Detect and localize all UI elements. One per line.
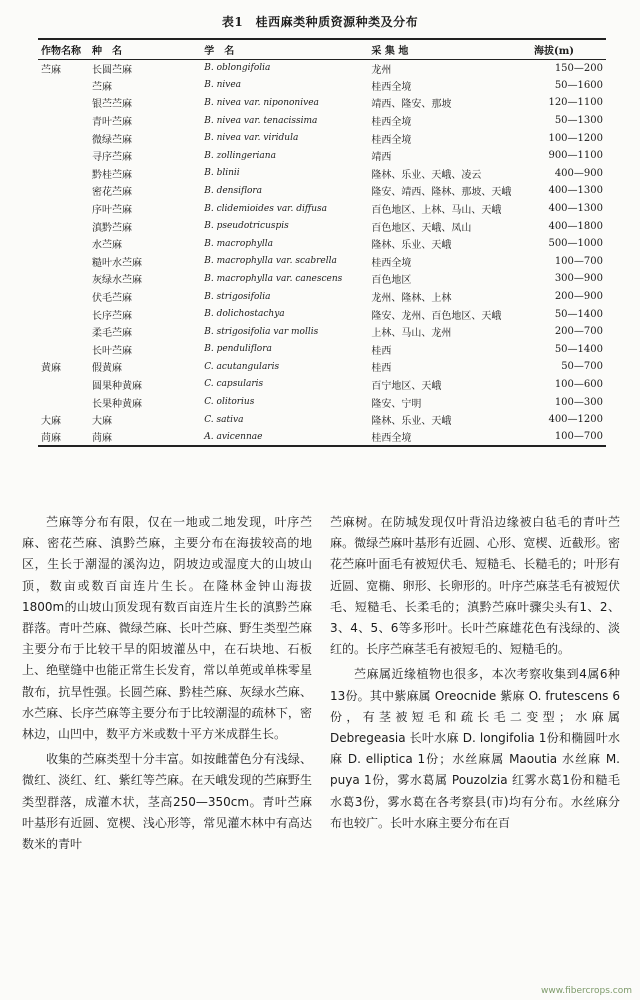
location-cell: 百色地区 (371, 275, 412, 287)
crop-cell (38, 165, 89, 183)
scientific-name-cell: B. macrophylla (204, 238, 273, 249)
table-row (38, 94, 606, 112)
crop-cell (38, 217, 89, 235)
crop-cell (38, 305, 89, 323)
species-cell: 长叶苎麻 (91, 345, 132, 357)
species-cell: 灰绿水苎麻 (91, 275, 142, 287)
altitude-cell: 50—1400 (554, 308, 603, 320)
location-cell: 隆安、龙州、百色地区、天峨 (371, 310, 502, 322)
altitude-cell: 120—1100 (548, 97, 603, 109)
scientific-name-cell: B. zollingeriana (204, 150, 276, 161)
species-cell: 假黄麻 (91, 363, 122, 375)
header-species: 种 名 (89, 39, 201, 59)
paragraph: 苎麻树。在防城发现仅叶背沿边缘被白毡毛的青叶苎麻。微绿苎麻叶基形有近圆、心形、宽楔、近截形。密花苎麻叶面毛有被短伏毛、短糙毛、长糙毛的；叶形有近圆、宽椭、卵形、长卵形的。叶序苎麻茎毛有被短伏毛、短糙毛、长柔毛的；滇黔苎麻叶骤尖头有1、2、3、4、5、6等多形叶。长叶苎麻雄花色有浅绿的、淡红的。长序苎麻茎毛有被短毛的、短糙毛的。 (330, 515, 620, 657)
location-cell: 百色地区、上林、马山、天峨 (371, 205, 502, 217)
location-cell: 百宁地区、天峨 (371, 380, 442, 392)
crop-cell: 苘麻 (38, 428, 89, 446)
table-row (38, 182, 606, 200)
table-row (38, 59, 606, 77)
crop-cell (38, 182, 89, 200)
table-row (38, 147, 606, 165)
location-cell: 隆安、靖西、隆林、那坡、天峨 (371, 187, 512, 199)
location-cell: 靖西 (371, 152, 392, 164)
table-row (38, 165, 606, 183)
location-cell: 隆林、乐业、天峨、凌云 (371, 169, 482, 181)
left-column-text (22, 512, 312, 990)
altitude-cell: 100—1200 (548, 132, 603, 144)
crop-cell (38, 376, 89, 394)
scientific-name-cell: B. densiflora (204, 185, 263, 196)
location-cell: 龙州 (371, 64, 392, 76)
scientific-name-cell: B. pseudotricuspis (204, 221, 289, 232)
table-row (38, 129, 606, 147)
altitude-cell: 400—1800 (548, 220, 603, 232)
table-row (38, 305, 606, 323)
watermark: www.fibercrops.com (541, 986, 632, 996)
table-row (38, 341, 606, 359)
location-cell: 桂西全境 (371, 257, 412, 269)
altitude-cell: 200—900 (554, 291, 603, 303)
altitude-cell: 900—1100 (548, 150, 603, 162)
location-cell: 隆林、乐业、天峨 (371, 240, 452, 252)
location-cell: 桂西 (371, 345, 392, 357)
location-cell: 靖西、隆安、那坡 (371, 99, 452, 111)
table-row (38, 253, 606, 271)
header-location: 采 集 地 (368, 39, 531, 59)
location-cell: 桂西全境 (371, 81, 412, 93)
scientific-name-cell: B. penduliflora (204, 344, 272, 355)
crop-cell (38, 147, 89, 165)
scientific-name-cell: C. olitorius (204, 397, 255, 408)
species-cell: 糙叶水苎麻 (91, 257, 142, 269)
species-cell: 黔桂苎麻 (91, 169, 132, 181)
table-row (38, 200, 606, 218)
crop-cell (38, 270, 89, 288)
paragraph: 收集的苎麻类型十分丰富。如按雌蕾色分有浅绿、微红、淡红、红、紫红等苎麻。在天峨发现的苎麻野生类型群落，成灌木状，茎高250—350cm。青叶苎麻叶基形有近圆、宽楔、浅心形等，常见灌木林中有高达数米的青叶 (22, 752, 312, 852)
table-row (38, 393, 606, 411)
altitude-cell: 100—300 (554, 396, 603, 408)
scientific-name-cell: B. macrophylla var. scabrella (204, 256, 337, 267)
crop-cell (38, 323, 89, 341)
crop-cell: 大麻 (41, 416, 61, 428)
species-cell: 寻序苎麻 (91, 152, 132, 164)
table-row (38, 270, 606, 288)
species-cell: 序叶苎麻 (91, 205, 132, 217)
scientific-name-cell: B. nivea var. viridula (204, 133, 299, 144)
species-cell: 苎麻 (91, 81, 112, 93)
location-cell: 隆林、乐业、天峨 (371, 416, 452, 428)
species-cell: 圆果种黄麻 (91, 380, 142, 392)
header-altitude: 海拔(m) (531, 39, 606, 59)
location-cell: 桂西 (371, 363, 392, 375)
species-cell: 大麻 (91, 416, 112, 428)
scientific-name-cell: B. clidemioides var. diffusa (204, 203, 328, 214)
table-row (38, 288, 606, 306)
altitude-cell: 100—700 (554, 255, 603, 267)
crop-cell (38, 393, 89, 411)
altitude-cell: 400—1200 (548, 414, 603, 426)
altitude-cell: 200—700 (554, 326, 603, 338)
crop-cell: 黄麻 (41, 363, 61, 375)
crop-cell (38, 112, 89, 130)
crop-cell (38, 253, 89, 271)
crop-cell (38, 341, 89, 359)
altitude-cell: 150—200 (554, 62, 603, 74)
location-cell: 百色地区、天峨、凤山 (371, 222, 472, 234)
species-cell: 银苎苎麻 (91, 99, 132, 111)
paragraph: 苎麻属近缘植物也很多，本次考察收集到4属6种13份。其中紫麻属 Oreocnide 紫麻 O. frutescens 6份，有茎被短毛和疏长毛二变型；水麻属 Debregeasia 长叶水麻 D. longifolia 1份和椭圆叶水麻 D. elliptica 1份；水丝麻属 Maoutia 水丝麻 M. puya 1份，雾水葛属 Pouzolzia 红雾水葛1份和糙毛水葛3份，雾水葛在各考察县(市)均有分布。水丝麻分布也较广。长叶水麻主要分布在百 (330, 667, 620, 830)
header-crop: 作物名称 (38, 39, 89, 59)
crop-cell (38, 288, 89, 306)
table-row (38, 376, 606, 394)
scientific-name-cell: B. strigosifolia (204, 291, 271, 302)
scientific-name-cell: C. sativa (204, 414, 244, 425)
crop-cell (38, 235, 89, 253)
location-cell: 桂西全境 (371, 134, 412, 146)
right-column-text (330, 512, 620, 990)
species-cell: 长序苎麻 (91, 310, 132, 322)
scientific-name-cell: B. oblongifolia (204, 63, 271, 74)
location-cell: 桂西全境 (368, 428, 531, 446)
crop-cell: 苎麻 (41, 64, 61, 76)
altitude-cell: 500—1000 (548, 238, 603, 250)
paragraph: 苎麻等分布有限，仅在一地或二地发现，叶序苎麻、密花苎麻、滇黔苎麻，主要分布在海拔较高的地区，生长于潮湿的溪沟边，阴坡边或湿度大的山坡山顶，数亩或数百亩连片生长。在隆林金钟山海拔1800m的山坡山顶发现有数百亩连片生长的滇黔苎麻群落。青叶苎麻、微绿苎麻、长叶苎麻、野生类型苎麻主要分布于比较干旱的阳坡灌丛中，在石块地、石板上、绝壁缝中也能正常生长发育，常以单蔸或单株零星散布，抗旱性强。长圆苎麻、黔桂苎麻、灰绿水苎麻、水苎麻、长序苎麻等主要分布于比较潮湿的疏林下，密林边，山凹中，数平方米或数十平方米成群生长。 (22, 515, 312, 742)
scientific-name-cell: B. nivea var. nipononivea (204, 97, 319, 108)
table-row (38, 428, 606, 446)
species-cell: 水苎麻 (91, 240, 122, 252)
table-caption: 表1 桂西麻类种质资源种类及分布 (221, 15, 419, 29)
scientific-name-cell: B. macrophylla var. canescens (204, 273, 343, 284)
species-cell: 苘麻 (89, 428, 201, 446)
altitude-cell: 50—1300 (554, 115, 603, 127)
crop-cell (38, 129, 89, 147)
altitude-cell: 100—600 (554, 378, 603, 390)
species-table (38, 38, 606, 447)
altitude-cell: 50—1400 (554, 343, 603, 355)
scientific-name-cell: C. acutangularis (204, 361, 280, 372)
species-cell: 长果种黄麻 (91, 398, 142, 410)
scientific-name-cell: B. strigosifolia var mollis (204, 326, 319, 337)
scientific-name-cell: C. capsularis (204, 379, 264, 390)
species-cell: 微绿苎麻 (91, 134, 132, 146)
altitude-cell: 300—900 (554, 273, 603, 285)
location-cell: 上林、马山、龙州 (371, 328, 452, 340)
location-cell: 龙州、隆林、上林 (371, 293, 452, 305)
location-cell: 桂西全境 (371, 117, 412, 129)
species-cell: 密花苎麻 (91, 187, 132, 199)
scientific-name-cell: B. nivea (204, 80, 242, 91)
scientific-name-cell: B. blinii (204, 168, 240, 179)
species-cell: 青叶苎麻 (91, 117, 132, 129)
location-cell: 隆安、宁明 (371, 398, 422, 410)
altitude-cell: 400—900 (554, 167, 603, 179)
scientific-name-cell: A. avicennae (201, 428, 368, 446)
altitude-cell: 400—1300 (548, 203, 603, 215)
crop-cell (38, 77, 89, 95)
altitude-cell: 100—700 (531, 428, 606, 446)
altitude-cell: 50—700 (561, 361, 603, 373)
crop-cell (38, 94, 89, 112)
scientific-name-cell: B. nivea var. tenacissima (204, 115, 318, 126)
species-cell: 柔毛苎麻 (91, 328, 132, 340)
species-cell: 滇黔苎麻 (91, 222, 132, 234)
table-row (38, 323, 606, 341)
table-row (38, 217, 606, 235)
altitude-cell: 400—1300 (548, 185, 603, 197)
table-header-row (38, 39, 606, 59)
crop-cell (38, 200, 89, 218)
table-row (38, 235, 606, 253)
table-row (38, 411, 606, 429)
scientific-name-cell: B. dolichostachya (204, 309, 285, 320)
species-cell: 伏毛苎麻 (91, 293, 132, 305)
header-scientific-name: 学 名 (201, 39, 368, 59)
altitude-cell: 50—1600 (554, 79, 603, 91)
species-cell: 长圆苎麻 (91, 64, 132, 76)
table-row (38, 77, 606, 95)
table-row (38, 358, 606, 376)
table-row (38, 112, 606, 130)
